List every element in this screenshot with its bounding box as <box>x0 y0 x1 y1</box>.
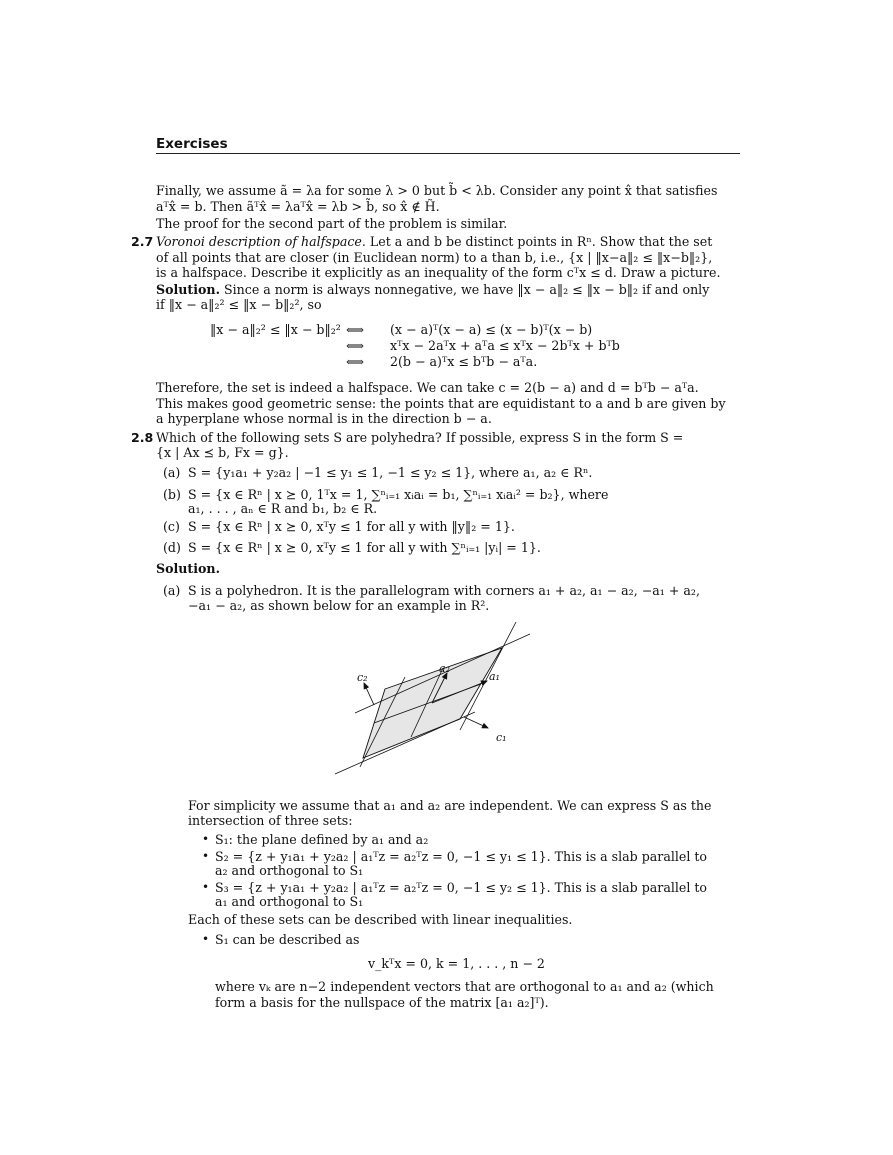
equation-rhs-2: xᵀx − 2aᵀx + aᵀa ≤ xᵀx − 2bᵀx + bᵀb <box>390 338 620 353</box>
item-d-label: (d) <box>163 540 181 555</box>
ex27-line-1-rest: Let a and b be distinct points in Rⁿ. Show that the set <box>369 234 713 249</box>
exercise-number-2-7: 2.7 <box>131 234 154 249</box>
item-c-text: S = {x ∈ Rⁿ | x ⪰ 0, xᵀy ≤ 1 for all y with ‖y‖₂ = 1}. <box>188 519 515 534</box>
set-s1-text: S₁: the plane defined by a₁ and a₂ <box>215 832 429 847</box>
intro-line-2: aᵀx̂ = b. Then ãᵀx̂ = λaᵀx̂ = λb > b̃, so x̂ ∉ H̃. <box>156 199 440 214</box>
label-a2: a₂ <box>439 662 450 675</box>
set-s2-line-2: a₂ and orthogonal to S₁ <box>215 863 364 878</box>
ex28-line-1: Which of the following sets S are polyhedra? If possible, express S in the form S = <box>156 430 684 445</box>
bullet-2: • <box>202 849 210 863</box>
item-a-text: S = {y₁a₁ + y₂a₂ | −1 ≤ y₁ ≤ 1, −1 ≤ y₂ ≤ 1}, where a₁, a₂ ∈ Rⁿ. <box>188 465 593 480</box>
label-c1: c₁ <box>496 731 507 744</box>
solution-label: Solution. <box>156 282 220 297</box>
set-s2-line-1: S₂ = {z + y₁a₁ + y₂a₂ | a₁ᵀz = a₂ᵀz = 0, −1 ≤ y₁ ≤ 1}. This is a slab parallel to <box>215 849 708 864</box>
iff-symbol-1: ⟺ <box>346 322 365 337</box>
ex27-line-1 <box>156 234 712 250</box>
item-b-text-2: a₁, . . . , aₙ ∈ R and b₁, b₂ ∈ R. <box>188 501 378 516</box>
vector-c2-arrow <box>364 683 374 705</box>
item-d-text: S = {x ∈ Rⁿ | x ⪰ 0, xᵀy ≤ 1 for all y with ∑ⁿᵢ₌₁ |yᵢ| = 1}. <box>188 540 541 555</box>
ex27-after-line-1: Therefore, the set is indeed a halfspace. We can take c = 2(b − a) and d = bᵀb − aᵀa. <box>156 380 699 395</box>
bullet-1: • <box>202 832 210 846</box>
set-s3-line-2: a₁ and orthogonal to S₁ <box>215 894 364 909</box>
where-line-1: where vₖ are n−2 independent vectors that are orthogonal to a₁ and a₂ (which <box>215 979 714 994</box>
item-b-label: (b) <box>163 487 181 502</box>
para-line-1: For simplicity we assume that a₁ and a₂ are independent. We can express S as the <box>188 798 712 813</box>
intro-line-1: Finally, we assume ã = λa for some λ > 0 but b̃ < λb. Consider any point x̂ that satisfies <box>156 183 718 198</box>
where-line-2: form a basis for the nullspace of the matrix [a₁ a₂]ᵀ). <box>215 995 549 1010</box>
vector-c1-arrow <box>464 717 488 728</box>
ex27-solution-line-1 <box>156 282 709 298</box>
solution-a-label: (a) <box>163 583 181 598</box>
para-line-2: intersection of three sets: <box>188 813 353 828</box>
equation-lhs: ‖x − a‖₂² ≤ ‖x − b‖₂² <box>210 322 341 337</box>
solution-a-line-1: S is a polyhedron. It is the parallelogram with corners a₁ + a₂, a₁ − a₂, −a₁ + a₂, <box>188 583 700 598</box>
ex27-title: Voronoi description of halfspace. <box>156 234 366 249</box>
item-a-label: (a) <box>163 465 181 480</box>
iff-symbol-2: ⟺ <box>346 338 365 353</box>
set-s3-line-1: S₃ = {z + y₁a₁ + y₂a₂ | a₁ᵀz = a₂ᵀz = 0, −1 ≤ y₂ ≤ 1}. This is a slab parallel to <box>215 880 708 895</box>
equation-rhs-3: 2(b − a)ᵀx ≤ bᵀb − aᵀa. <box>390 354 538 369</box>
ex27-after-line-3: a hyperplane whose normal is in the direction b − a. <box>156 411 492 426</box>
label-a1: a₁ <box>489 670 500 683</box>
iff-symbol-3: ⟺ <box>346 354 365 369</box>
exercise-number-2-8: 2.8 <box>131 430 154 445</box>
item-c-label: (c) <box>163 519 180 534</box>
equation-rhs-1: (x − a)ᵀ(x − a) ≤ (x − b)ᵀ(x − b) <box>390 322 593 337</box>
ex27-solution-line-1-rest: Since a norm is always nonnegative, we have ‖x − a‖₂ ≤ ‖x − b‖₂ if and only <box>224 282 710 297</box>
label-c2: c₂ <box>357 671 368 684</box>
ex28-solution-label: Solution. <box>156 561 220 576</box>
s1-description: S₁ can be described as <box>215 932 360 947</box>
ex28-line-2: {x | Ax ⪯ b, Fx = g}. <box>156 445 289 460</box>
ex27-line-2: of all points that are closer (in Euclidean norm) to a than b, i.e., {x | ‖x−a‖₂ ≤ ‖x−b‖₂}, <box>156 250 713 265</box>
parallelogram-figure <box>330 617 540 789</box>
header-rule <box>156 153 740 154</box>
bullet-4: • <box>202 932 210 946</box>
bullet-3: • <box>202 880 210 894</box>
ex27-line-3: is a halfspace. Describe it explicitly as an inequality of the form cᵀx ≤ d. Draw a picture. <box>156 265 721 280</box>
intro-line-3: The proof for the second part of the problem is similar. <box>156 216 508 231</box>
ex27-after-line-2: This makes good geometric sense: the points that are equidistant to a and b are given by <box>156 396 726 411</box>
solution-a-line-2: −a₁ − a₂, as shown below for an example in R². <box>188 598 490 613</box>
section-header: Exercises <box>156 136 228 152</box>
each-line: Each of these sets can be described with linear inequalities. <box>188 912 573 927</box>
item-b-text-1: S = {x ∈ Rⁿ | x ⪰ 0, 1ᵀx = 1, ∑ⁿᵢ₌₁ xᵢaᵢ = b₁, ∑ⁿᵢ₌₁ xᵢaᵢ² = b₂}, where <box>188 487 609 502</box>
ex27-solution-line-2: if ‖x − a‖₂² ≤ ‖x − b‖₂², so <box>156 297 322 312</box>
vk-equation: v_kᵀx = 0, k = 1, . . . , n − 2 <box>368 956 545 971</box>
